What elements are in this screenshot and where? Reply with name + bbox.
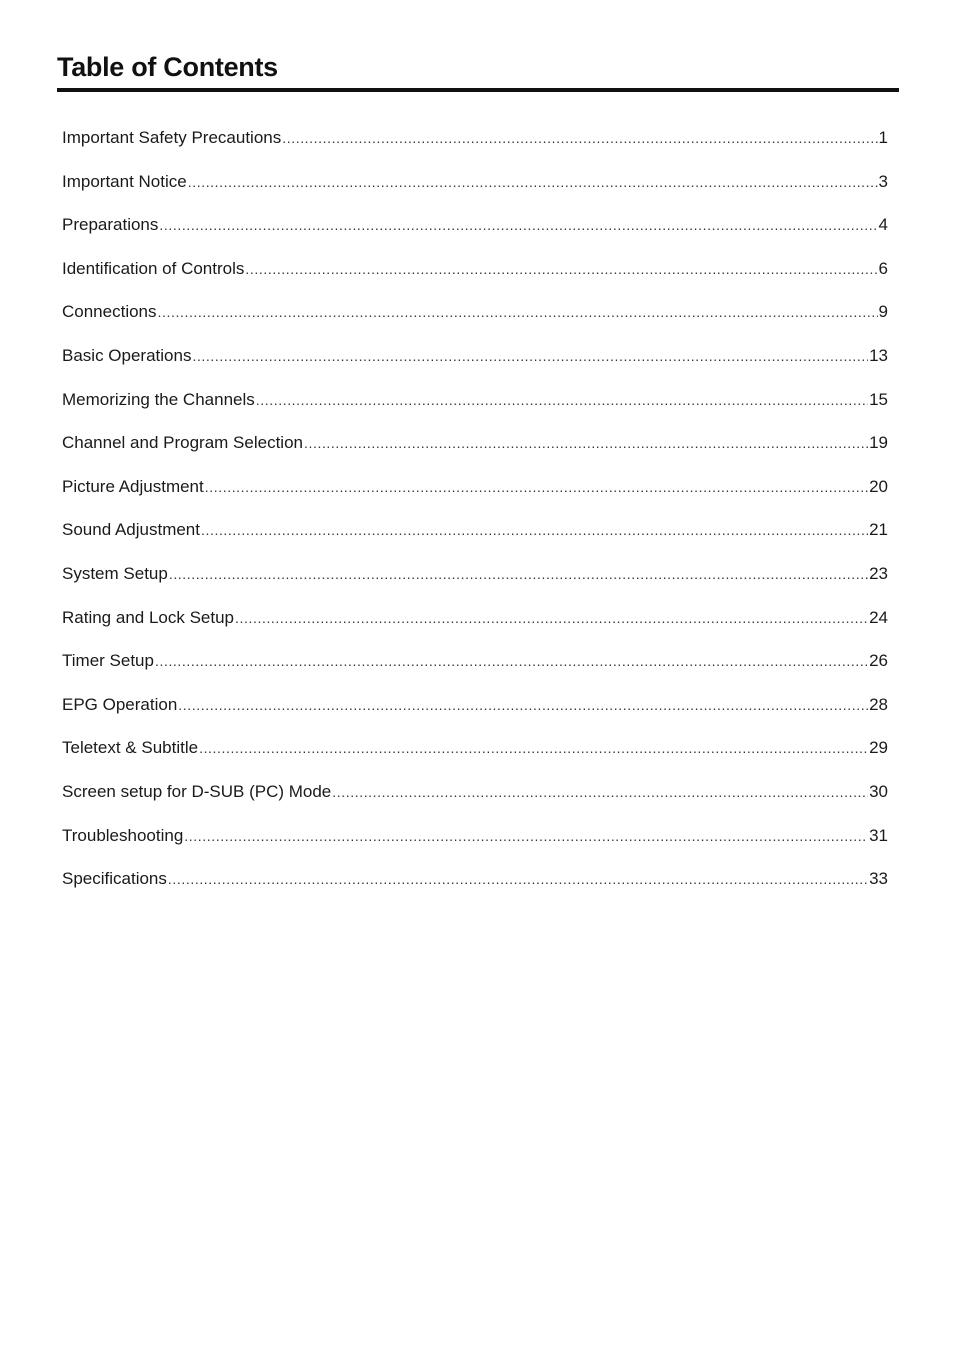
toc-entry[interactable]: [62, 824, 888, 868]
toc-dot-leader: [192, 344, 868, 368]
toc-page-number: 23: [869, 563, 888, 583]
toc-entry[interactable]: [62, 213, 888, 257]
toc-entry-label: Identification of Controls: [62, 258, 245, 278]
toc-entry[interactable]: [62, 170, 888, 214]
toc-dot-leader: [235, 606, 868, 630]
toc-entry-label: Connections: [62, 302, 157, 322]
toc-entry[interactable]: [62, 126, 888, 170]
toc-entry[interactable]: [62, 344, 888, 388]
toc-dot-leader: [205, 475, 868, 499]
toc-entry[interactable]: [62, 693, 888, 737]
toc-entry-label: Rating and Lock Setup: [62, 607, 235, 627]
toc-page-number: 1: [878, 128, 888, 147]
toc-entry[interactable]: [62, 867, 888, 911]
toc-dot-leader: [184, 824, 868, 848]
toc-dot-leader: [178, 693, 868, 717]
toc-dot-leader: [256, 388, 868, 412]
toc-page-number: 21: [869, 520, 888, 540]
toc-entry[interactable]: [62, 475, 888, 519]
toc-dot-leader: [168, 867, 868, 891]
toc-page-number: 9: [878, 302, 888, 322]
toc-entry[interactable]: [62, 736, 888, 780]
toc-entry[interactable]: [62, 606, 888, 650]
toc-entry[interactable]: [62, 518, 888, 562]
toc-entry-label: Picture Adjustment: [62, 476, 204, 496]
toc-dot-leader: [199, 736, 868, 760]
toc-entry[interactable]: [62, 780, 888, 824]
title-rule: [57, 88, 899, 92]
toc-page-number: 4: [878, 215, 888, 235]
toc-list: [62, 126, 888, 911]
toc-page-number: 13: [869, 345, 888, 365]
toc-entry-label: Preparations: [62, 215, 159, 235]
toc-entry[interactable]: [62, 257, 888, 301]
toc-dot-leader: [245, 257, 877, 281]
toc-dot-leader: [332, 780, 868, 804]
toc-dot-leader: [188, 170, 878, 194]
toc-page-number: 6: [878, 258, 888, 278]
toc-page-number: 19: [869, 433, 888, 453]
toc-entry-label: EPG Operation: [62, 694, 178, 714]
toc-page-number: 3: [878, 171, 888, 191]
toc-page-number: 30: [869, 781, 888, 801]
toc-dot-leader: [159, 213, 877, 237]
toc-entry-label: Specifications: [62, 869, 167, 889]
toc-entry-label: Timer Setup: [62, 651, 154, 671]
toc-page-number: 29: [869, 738, 888, 758]
toc-dot-leader: [282, 126, 877, 150]
toc-dot-leader: [169, 562, 868, 586]
toc-page-number: 20: [869, 476, 888, 496]
toc-entry-label: Basic Operations: [62, 345, 192, 365]
page-title: Table of Contents: [57, 52, 278, 82]
toc-entry-label: System Setup: [62, 563, 168, 583]
toc-entry[interactable]: [62, 562, 888, 606]
toc-dot-leader: [304, 431, 868, 455]
toc-dot-leader: [158, 300, 878, 324]
toc-entry-label: Channel and Program Selection: [62, 433, 303, 453]
toc-entry[interactable]: [62, 649, 888, 693]
toc-entry-label: Important Safety Precautions: [62, 128, 282, 147]
toc-page-number: 24: [869, 607, 888, 627]
toc-page-number: 15: [869, 389, 888, 409]
toc-dot-leader: [155, 649, 868, 673]
toc-entry-label: Memorizing the Channels: [62, 389, 255, 409]
toc-dot-leader: [201, 518, 868, 542]
toc-entry-label: Screen setup for D-SUB (PC) Mode: [62, 781, 332, 801]
toc-page-number: 33: [869, 869, 888, 889]
toc-page-number: 28: [869, 694, 888, 714]
toc-entry-label: Sound Adjustment: [62, 520, 200, 540]
toc-page-number: 31: [869, 825, 888, 845]
toc-entry[interactable]: [62, 300, 888, 344]
toc-entry[interactable]: [62, 388, 888, 432]
toc-entry-label: Teletext & Subtitle: [62, 738, 199, 758]
toc-entry-label: Troubleshooting: [62, 825, 184, 845]
toc-page-number: 26: [869, 651, 888, 671]
toc-entry-label: Important Notice: [62, 171, 187, 191]
toc-entry[interactable]: [62, 431, 888, 475]
